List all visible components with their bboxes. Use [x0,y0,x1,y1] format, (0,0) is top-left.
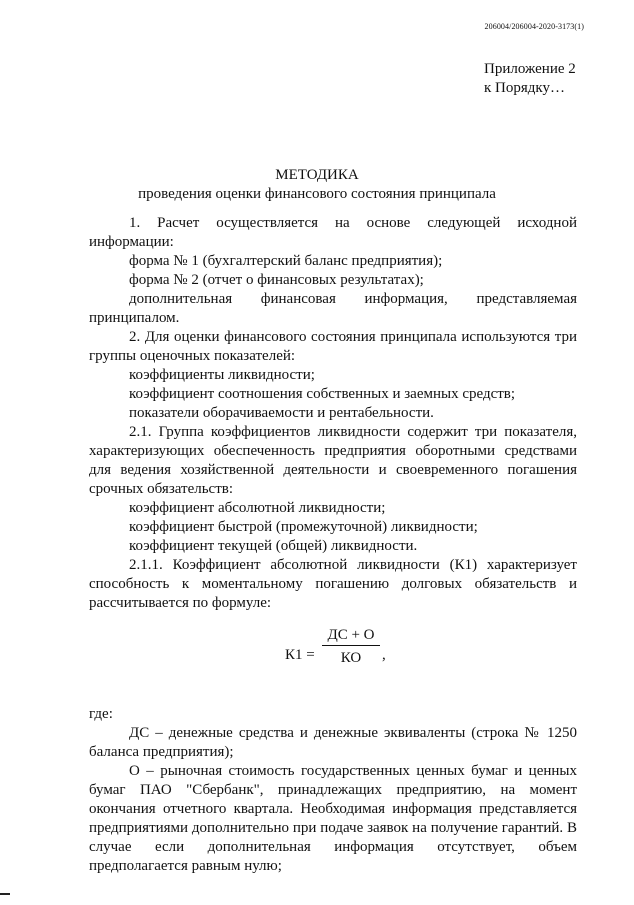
title-heading: МЕТОДИКА [275,167,359,183]
paragraph-1: 1. Расчет осуществляется на основе следующей исходной информации: [89,215,577,250]
document-title [0,166,634,204]
spacer [89,693,577,705]
formula-trailing: , [382,647,386,663]
list-item: коэффициент быстрой (промежуточной) ликвидности; [129,519,478,535]
scan-edge-mark [0,893,10,895]
list-item: форма № 2 (отчет о финансовых результатах); [129,272,424,288]
list-item: коэффициенты ликвидности; [129,367,315,383]
formula-k1 [89,623,577,685]
document-id: 206004/206004-2020-3173(1) [484,22,584,31]
list-item: дополнительная финансовая информация, представляемая [129,291,577,307]
list-item: коэффициент соотношения собственных и заемных средств; [129,386,516,402]
paragraph-2-1-1: 2.1.1. Коэффициент абсолютной ликвидности (К1) характеризует способность к моментальному погашению долговых обязательств и рассчитывается по формуле: [89,557,577,611]
paragraph-2: 2. Для оценки финансового состояния принципала используются три группы оценочных показателей: [89,329,577,364]
appendix-line-2: к Порядку… [484,80,565,96]
appendix-line-1: Приложение 2 [484,61,576,77]
title-subheading: проведения оценки финансового состояния принципала [138,186,496,202]
list-item: показатели оборачиваемости и рентабельности. [129,405,434,421]
appendix-reference [484,60,576,98]
list-item-continuation: принципалом. [89,310,180,326]
definition-o: О – рыночная стоимость государственных ценных бумаг и ценных бумаг ПАО "Сбербанк", принадлежащих предприятию, на момент окончания отчетного квартала. Необходимая информация представляется предприятиями дополнительно при подаче заявок на получение гарантий. В случае если дополнительная информация отсутствует, объем предполагается равным нулю; [89,763,577,874]
formula-numerator: ДС + О [322,626,380,646]
paragraph-2-1: 2.1. Группа коэффициентов ликвидности содержит три показателя, характеризующих обеспеченность предприятия оборотными средствами для ведения хозяйственной деятельности и своевременного погашения срочных обязательств: [89,424,577,497]
where-label: где: [89,706,113,722]
formula-denominator: КО [340,650,362,666]
list-item: коэффициент текущей (общей) ликвидности. [129,538,418,554]
list-item: форма № 1 (бухгалтерский баланс предприятия); [129,253,443,269]
formula-fraction [322,626,380,669]
formula-lhs: К1 = [285,647,315,663]
list-item: коэффициент абсолютной ликвидности; [129,500,386,516]
document-body [89,214,577,876]
definition-ds: ДС – денежные средства и денежные эквиваленты (строка № 1250 баланса предприятия); [89,725,577,760]
